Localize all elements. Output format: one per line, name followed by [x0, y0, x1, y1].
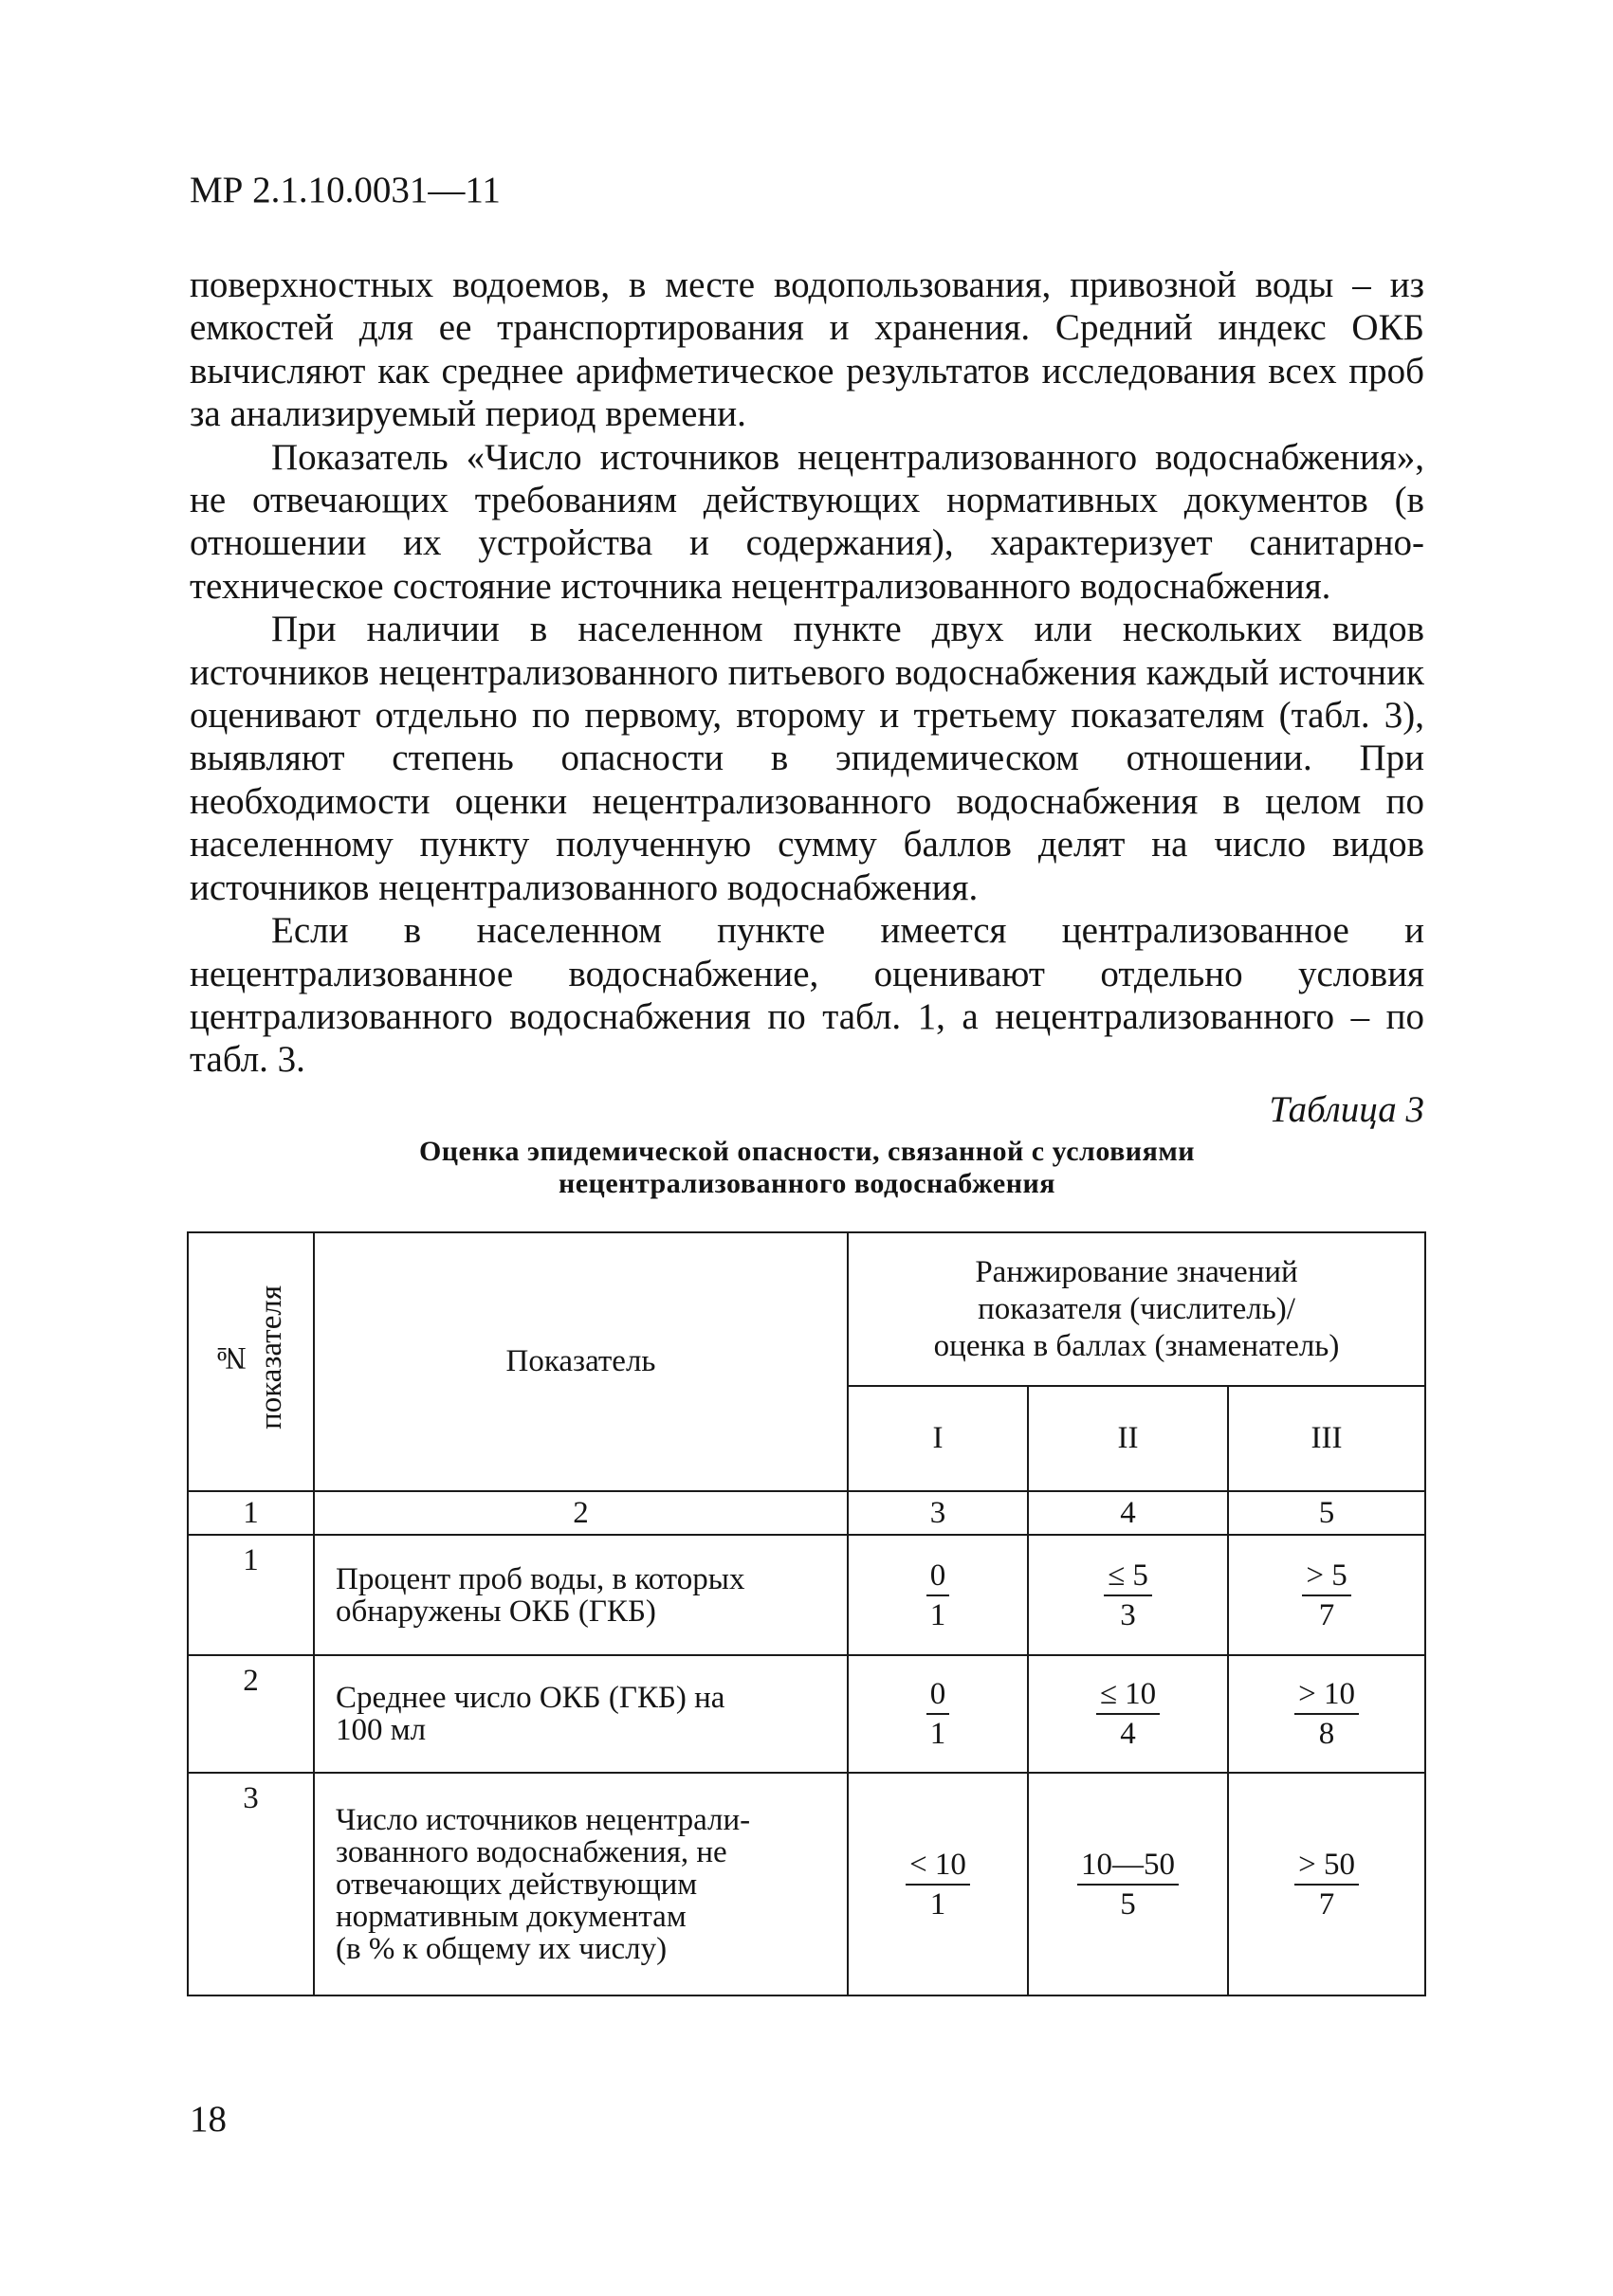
value-level-ii: [1028, 1773, 1228, 1995]
fraction: [1096, 1675, 1160, 1753]
column-number: 1: [188, 1491, 314, 1535]
header-ranking: [848, 1232, 1425, 1386]
header-no-word: показателя: [253, 1285, 288, 1430]
fraction-numerator: < 10: [906, 1846, 970, 1886]
indicator-name: [314, 1655, 848, 1773]
column-number: 4: [1028, 1491, 1228, 1535]
document-code: МР 2.1.10.0031—11: [190, 170, 501, 210]
paragraph: Показатель «Число источников нецентрализованного водоснабжения», не отвечающих требованиям действующих нормативных документов (в отношении их устройства и содержания), характеризует санитарно-техническое состояние источника нецентрализованного водоснабжения.: [190, 436, 1424, 607]
fraction-denominator: 5: [1120, 1886, 1136, 1922]
fraction-denominator: 7: [1318, 1597, 1335, 1632]
header-level-ii: II: [1028, 1386, 1228, 1491]
fraction-denominator: 4: [1120, 1717, 1136, 1751]
paragraph: поверхностных водоемов, в месте водопользования, привозной воды – из емкостей для ее транспортирования и хранения. Средний индекс ОКБ вычисляют как среднее арифметическое результатов исследования всех проб за анализируемый период времени.: [190, 264, 1424, 435]
body-text: [190, 264, 1424, 1082]
table-row: [188, 1655, 1425, 1773]
value-level-ii: [1028, 1535, 1228, 1655]
fraction: [1302, 1557, 1350, 1634]
table-label: Таблица 3: [1269, 1089, 1424, 1130]
indicator-name: [314, 1535, 848, 1655]
fraction-numerator: > 50: [1294, 1846, 1359, 1886]
value-level-iii: [1228, 1535, 1425, 1655]
header-level-iii: III: [1228, 1386, 1425, 1491]
fraction-denominator: 3: [1120, 1597, 1136, 1632]
indicator-line: (в % к общему их числу): [336, 1931, 668, 1966]
fraction: [906, 1846, 970, 1923]
fraction-numerator: ≤ 5: [1104, 1557, 1152, 1596]
fraction-numerator: ≤ 10: [1096, 1675, 1160, 1715]
row-number: 1: [188, 1535, 314, 1655]
fraction-numerator: 10—50: [1077, 1846, 1179, 1886]
header-no-sign: №: [213, 1340, 248, 1375]
fraction-denominator: 1: [929, 1886, 946, 1922]
indicator-line: нормативным документам: [336, 1899, 687, 1934]
table-row: [188, 1773, 1425, 1995]
header-indicator: Показатель: [314, 1232, 848, 1491]
value-level-i: [848, 1773, 1028, 1995]
fraction-numerator: > 10: [1294, 1675, 1359, 1715]
fraction: [1294, 1846, 1359, 1923]
indicator-line: обнаружены ОКБ (ГКБ): [336, 1594, 656, 1629]
value-level-i: [848, 1655, 1028, 1773]
value-level-i: [848, 1535, 1028, 1655]
fraction: [926, 1557, 950, 1634]
indicator-name: [314, 1773, 848, 1995]
indicator-line: отвечающих действующим: [336, 1867, 698, 1902]
indicator-line: Число источников нецентрали-: [336, 1802, 751, 1837]
page-number: 18: [190, 2099, 227, 2140]
column-number: 2: [314, 1491, 848, 1535]
assessment-table: [187, 1231, 1426, 1996]
paragraph: При наличии в населенном пункте двух или нескольких видов источников нецентрализованного питьевого водоснабжения каждый источник оценивают отдельно по первому, второму и третьему показателям (табл. 3), выявляют степень опасности в эпидемическом отношении. При необходимости оценки нецентрализованного водоснабжения в целом по населенному пункту полученную сумму баллов делят на число видов источников нецентрализованного водоснабжения.: [190, 609, 1424, 908]
indicator-line: Процент проб воды, в которых: [336, 1561, 745, 1596]
header-indicator-number-text: [211, 1285, 291, 1430]
fraction: [1104, 1557, 1152, 1634]
value-level-iii: [1228, 1773, 1425, 1995]
table-title-line: нецентрализованного водоснабжения: [558, 1168, 1056, 1199]
row-number: 3: [188, 1773, 314, 1995]
header-indicator-number: [188, 1232, 314, 1491]
header-level-i: I: [848, 1386, 1028, 1491]
value-level-ii: [1028, 1655, 1228, 1773]
column-number: 3: [848, 1491, 1028, 1535]
table-row: [188, 1535, 1425, 1655]
indicator-line: 100 мл: [336, 1713, 427, 1747]
header-ranking-line: Ранжирование значений: [975, 1254, 1298, 1289]
fraction-numerator: 0: [926, 1557, 950, 1596]
row-number: 2: [188, 1655, 314, 1773]
fraction: [926, 1675, 950, 1753]
table-title-line: Оценка эпидемической опасности, связанной с условиями: [418, 1136, 1196, 1167]
indicator-line: Среднее число ОКБ (ГКБ) на: [336, 1681, 725, 1715]
table-title: [190, 1136, 1424, 1200]
fraction-denominator: 1: [929, 1597, 946, 1632]
fraction-denominator: 8: [1318, 1717, 1335, 1751]
indicator-line: зованного водоснабжения, не: [336, 1834, 727, 1869]
fraction-denominator: 1: [929, 1717, 946, 1751]
fraction-denominator: 7: [1318, 1886, 1335, 1922]
header-ranking-line: показателя (числитель)/: [978, 1291, 1295, 1326]
paragraph: Если в населенном пункте имеется централизованное и нецентрализованное водоснабжение, оценивают отдельно условия централизованного водоснабжения по табл. 1, а нецентрализованного – по табл. 3.: [190, 910, 1424, 1081]
fraction-numerator: > 5: [1302, 1557, 1350, 1596]
column-number-row: [188, 1491, 1425, 1535]
value-level-iii: [1228, 1655, 1425, 1773]
fraction-numerator: 0: [926, 1675, 950, 1715]
fraction: [1077, 1846, 1179, 1923]
fraction: [1294, 1675, 1359, 1753]
header-ranking-line: оценка в баллах (знаменатель): [933, 1328, 1340, 1363]
column-number: 5: [1228, 1491, 1425, 1535]
